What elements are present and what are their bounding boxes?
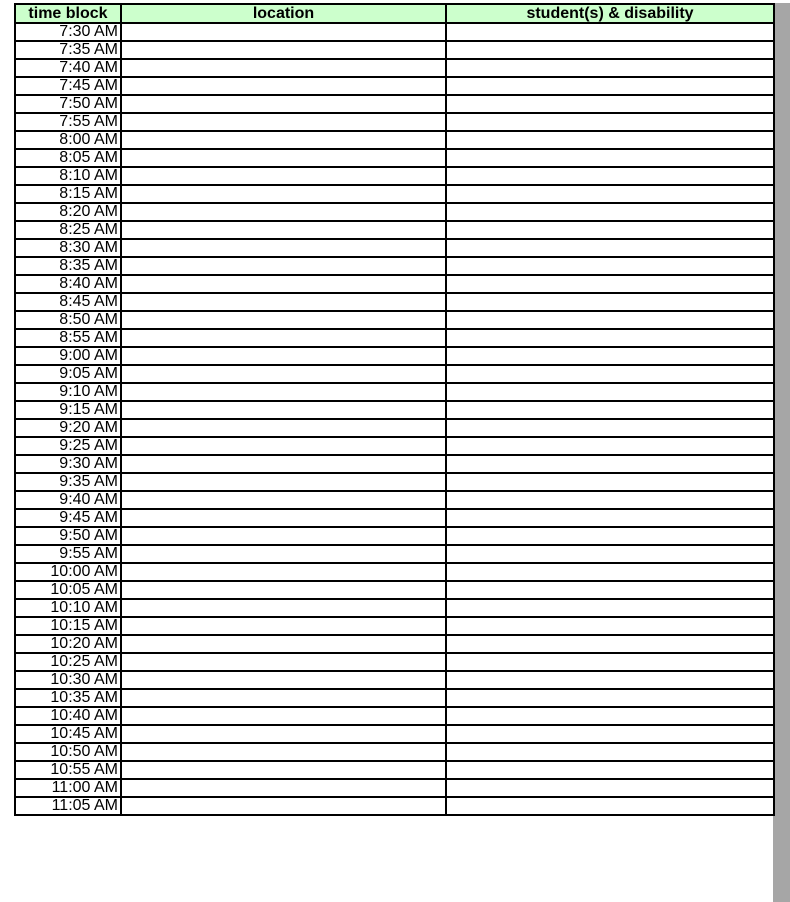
students-disability-cell[interactable] [446,581,774,599]
students-disability-cell[interactable] [446,455,774,473]
table-row [15,257,774,275]
students-disability-cell[interactable] [446,167,774,185]
table-row [15,113,774,131]
students-disability-cell[interactable] [446,365,774,383]
students-disability-cell[interactable] [446,311,774,329]
table-row [15,725,774,743]
location-cell[interactable] [121,113,446,131]
time-block-cell[interactable]: 7:30 AM [15,23,121,41]
time-block-cell[interactable]: 9:50 AM [15,527,121,545]
time-block-cell[interactable]: 10:35 AM [15,689,121,707]
table-row [15,707,774,725]
time-block-cell[interactable]: 9:05 AM [15,365,121,383]
students-disability-cell[interactable] [446,599,774,617]
table-row [15,59,774,77]
table-row [15,473,774,491]
header-students-disability[interactable]: student(s) & disability [446,4,774,23]
time-block-cell[interactable]: 9:55 AM [15,545,121,563]
table-row [15,365,774,383]
time-block-cell[interactable]: 8:05 AM [15,149,121,167]
students-disability-cell[interactable] [446,275,774,293]
location-cell[interactable] [121,401,446,419]
time-block-cell[interactable]: 8:20 AM [15,203,121,221]
time-block-cell[interactable]: 10:50 AM [15,743,121,761]
time-block-cell[interactable]: 8:35 AM [15,257,121,275]
table-row [15,509,774,527]
table-row [15,401,774,419]
table-row [15,563,774,581]
time-block-cell[interactable]: 10:00 AM [15,563,121,581]
location-cell[interactable] [121,527,446,545]
location-cell[interactable] [121,221,446,239]
location-cell[interactable] [121,563,446,581]
table-row [15,185,774,203]
table-row [15,455,774,473]
time-block-cell[interactable]: 8:55 AM [15,329,121,347]
time-block-cell[interactable]: 9:30 AM [15,455,121,473]
table-row [15,581,774,599]
table-row [15,527,774,545]
table-row [15,41,774,59]
students-disability-cell[interactable] [446,149,774,167]
time-block-cell[interactable]: 11:00 AM [15,779,121,797]
location-cell[interactable] [121,455,446,473]
location-cell[interactable] [121,185,446,203]
table-row [15,275,774,293]
table-row [15,671,774,689]
location-cell[interactable] [121,131,446,149]
header-row [15,4,774,23]
students-disability-cell[interactable] [446,131,774,149]
table-row [15,779,774,797]
students-disability-cell[interactable] [446,329,774,347]
table-row [15,383,774,401]
students-disability-cell[interactable] [446,95,774,113]
time-block-cell[interactable]: 9:25 AM [15,437,121,455]
table-row [15,131,774,149]
table-row [15,653,774,671]
students-disability-cell[interactable] [446,545,774,563]
table-row [15,77,774,95]
table-row [15,149,774,167]
students-disability-cell[interactable] [446,383,774,401]
time-block-cell[interactable]: 9:35 AM [15,473,121,491]
location-cell[interactable] [121,365,446,383]
time-block-cell[interactable]: 8:10 AM [15,167,121,185]
table-row [15,167,774,185]
location-cell[interactable] [121,347,446,365]
students-disability-cell[interactable] [446,797,774,815]
table-row [15,203,774,221]
time-block-cell[interactable]: 9:10 AM [15,383,121,401]
students-disability-cell[interactable] [446,707,774,725]
time-block-cell[interactable]: 8:50 AM [15,311,121,329]
time-block-cell[interactable]: 7:50 AM [15,95,121,113]
location-cell[interactable] [121,617,446,635]
table-row [15,239,774,257]
location-cell[interactable] [121,23,446,41]
location-cell[interactable] [121,635,446,653]
time-block-cell[interactable]: 10:10 AM [15,599,121,617]
students-disability-cell[interactable] [446,671,774,689]
location-cell[interactable] [121,95,446,113]
table-row [15,491,774,509]
students-disability-cell[interactable] [446,617,774,635]
location-cell[interactable] [121,239,446,257]
table-row [15,797,774,815]
location-cell[interactable] [121,149,446,167]
students-disability-cell[interactable] [446,473,774,491]
time-block-cell[interactable]: 8:15 AM [15,185,121,203]
location-cell[interactable] [121,581,446,599]
time-block-cell[interactable]: 10:20 AM [15,635,121,653]
location-cell[interactable] [121,293,446,311]
table-row [15,293,774,311]
sheet-shadow [773,3,790,902]
time-block-cell[interactable]: 7:40 AM [15,59,121,77]
header-location[interactable]: location [121,4,446,23]
table-row [15,311,774,329]
time-block-cell[interactable]: 8:45 AM [15,293,121,311]
time-block-cell[interactable]: 8:00 AM [15,131,121,149]
location-cell[interactable] [121,167,446,185]
students-disability-cell[interactable] [446,59,774,77]
students-disability-cell[interactable] [446,743,774,761]
time-block-cell[interactable]: 10:25 AM [15,653,121,671]
time-block-cell[interactable]: 8:30 AM [15,239,121,257]
students-disability-cell[interactable] [446,725,774,743]
students-disability-cell[interactable] [446,23,774,41]
time-block-cell[interactable]: 8:40 AM [15,275,121,293]
location-cell[interactable] [121,599,446,617]
time-block-cell[interactable]: 10:05 AM [15,581,121,599]
location-cell[interactable] [121,797,446,815]
students-disability-cell[interactable] [446,509,774,527]
students-disability-cell[interactable] [446,689,774,707]
location-cell[interactable] [121,383,446,401]
students-disability-cell[interactable] [446,761,774,779]
location-cell[interactable] [121,689,446,707]
students-disability-cell[interactable] [446,221,774,239]
table-row [15,437,774,455]
students-disability-cell[interactable] [446,113,774,131]
time-block-cell[interactable]: 7:45 AM [15,77,121,95]
location-cell[interactable] [121,653,446,671]
students-disability-cell[interactable] [446,419,774,437]
students-disability-cell[interactable] [446,77,774,95]
location-cell[interactable] [121,77,446,95]
location-cell[interactable] [121,491,446,509]
table-row [15,23,774,41]
students-disability-cell[interactable] [446,635,774,653]
location-cell[interactable] [121,779,446,797]
students-disability-cell[interactable] [446,779,774,797]
students-disability-cell[interactable] [446,257,774,275]
schedule-table [14,3,775,816]
table-row [15,617,774,635]
table-row [15,347,774,365]
location-cell[interactable] [121,707,446,725]
location-cell[interactable] [121,41,446,59]
students-disability-cell[interactable] [446,239,774,257]
students-disability-cell[interactable] [446,203,774,221]
location-cell[interactable] [121,203,446,221]
time-block-cell[interactable]: 9:15 AM [15,401,121,419]
location-cell[interactable] [121,671,446,689]
table-row [15,545,774,563]
students-disability-cell[interactable] [446,527,774,545]
location-cell[interactable] [121,419,446,437]
location-cell[interactable] [121,761,446,779]
table-row [15,95,774,113]
students-disability-cell[interactable] [446,491,774,509]
table-row [15,419,774,437]
table-row [15,599,774,617]
students-disability-cell[interactable] [446,653,774,671]
time-block-cell[interactable]: 9:40 AM [15,491,121,509]
students-disability-cell[interactable] [446,437,774,455]
header-time-block[interactable]: time block [15,4,121,23]
time-block-cell[interactable]: 9:20 AM [15,419,121,437]
location-cell[interactable] [121,275,446,293]
location-cell[interactable] [121,437,446,455]
students-disability-cell[interactable] [446,293,774,311]
location-cell[interactable] [121,545,446,563]
table-row [15,689,774,707]
time-block-cell[interactable]: 8:25 AM [15,221,121,239]
students-disability-cell[interactable] [446,185,774,203]
time-block-cell[interactable]: 9:45 AM [15,509,121,527]
location-cell[interactable] [121,743,446,761]
time-block-cell[interactable]: 10:45 AM [15,725,121,743]
table-row [15,635,774,653]
students-disability-cell[interactable] [446,401,774,419]
location-cell[interactable] [121,59,446,77]
table-row [15,329,774,347]
time-block-cell[interactable]: 7:55 AM [15,113,121,131]
location-cell[interactable] [121,311,446,329]
time-block-cell[interactable]: 7:35 AM [15,41,121,59]
time-block-cell[interactable]: 10:15 AM [15,617,121,635]
location-cell[interactable] [121,473,446,491]
table-row [15,761,774,779]
location-cell[interactable] [121,257,446,275]
location-cell[interactable] [121,725,446,743]
students-disability-cell[interactable] [446,41,774,59]
time-block-cell[interactable]: 10:30 AM [15,671,121,689]
time-block-cell[interactable]: 11:05 AM [15,797,121,815]
table-row [15,743,774,761]
table-row [15,221,774,239]
location-cell[interactable] [121,509,446,527]
students-disability-cell[interactable] [446,347,774,365]
time-block-cell[interactable]: 10:40 AM [15,707,121,725]
time-block-cell[interactable]: 10:55 AM [15,761,121,779]
location-cell[interactable] [121,329,446,347]
time-block-cell[interactable]: 9:00 AM [15,347,121,365]
students-disability-cell[interactable] [446,563,774,581]
